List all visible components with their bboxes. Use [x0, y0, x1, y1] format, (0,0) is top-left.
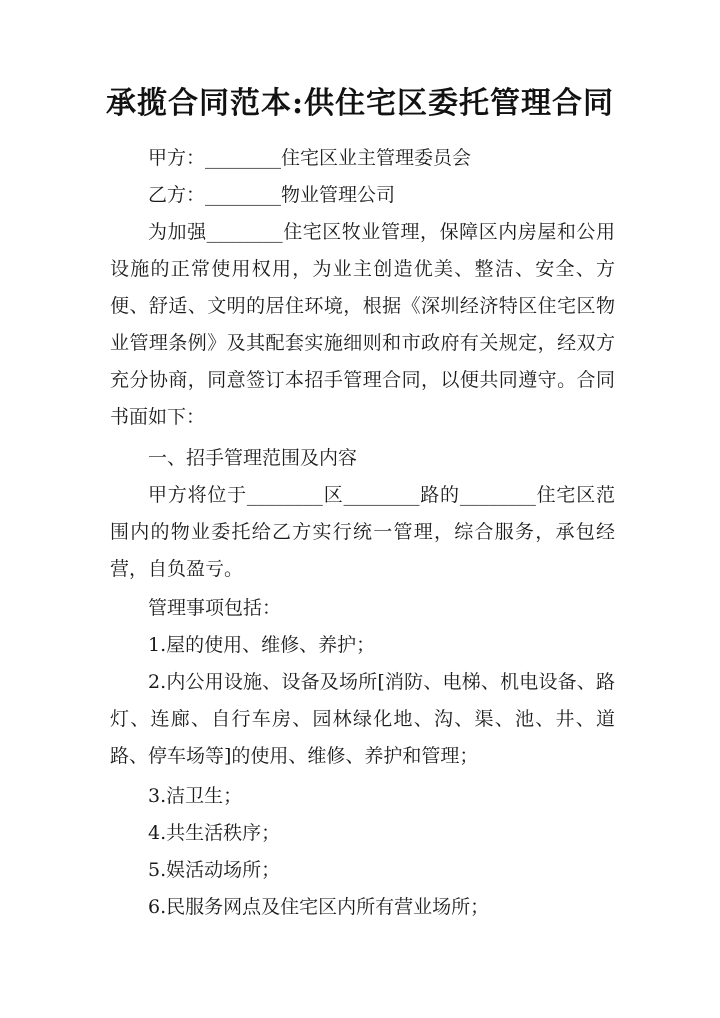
list-item-6: 6.民服务网点及住宅区内所有营业场所； — [148, 896, 490, 918]
scope-paragraph: 甲方将位于________区________路的________住宅区范围内的物业委托给乙方实行统一管理，综合服务，承包经营，自负盈亏。 — [110, 484, 615, 580]
list-item-1: 1.屋的使用、维修、养护； — [148, 634, 376, 656]
list-item-5: 5.娱活动场所； — [148, 859, 281, 881]
management-items-intro: 管理事项包括： — [148, 597, 282, 619]
list-item-3: 3.洁卫生； — [148, 785, 243, 807]
list-item-4: 4.共生活秩序； — [148, 822, 281, 844]
document-title: 承揽合同范本:供住宅区委托管理合同 — [105, 86, 615, 121]
list-item-2: 2.内公用设施、设备及场所[消防、电梯、机电设备、路灯、连廊、自行车房、园林绿化地、沟、渠、池、井、道路、停车场等]的使用、维修、养护和管理； — [110, 671, 615, 767]
section-heading-scope: 一、招手管理范围及内容 — [148, 447, 358, 469]
party-a-line: 甲方：________住宅区业主管理委员会 — [148, 147, 472, 169]
preamble-paragraph: 为加强________住宅区牧业管理，保障区内房屋和公用设施的正常使用权用，为业主创造优美、整洁、安全、方便、舒适、文明的居住环境，根据《深圳经济特区住宅区物业管理条例》及其配套实施细则和市政府有关规定，经双方充分协商，同意签订本招手管理合同，以便共同遵守。合同书面如下： — [110, 221, 615, 428]
party-b-line: 乙方：________物业管理公司 — [148, 184, 396, 206]
